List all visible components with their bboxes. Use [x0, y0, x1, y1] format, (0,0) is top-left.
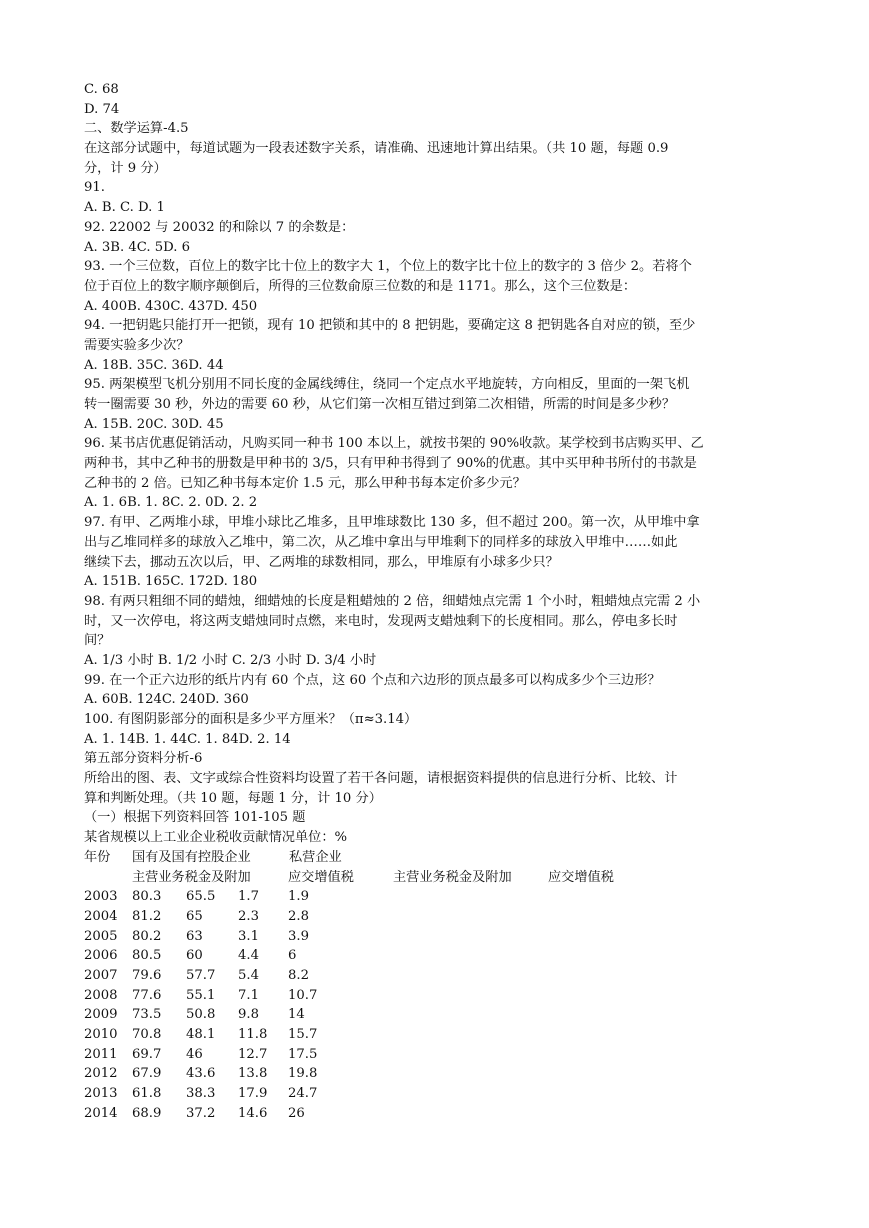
table-cell: 11.8 [238, 1027, 268, 1042]
text-line: 间？ [84, 633, 111, 649]
table-cell: 2004 [84, 908, 118, 924]
table-cell: 2013 [84, 1086, 118, 1102]
header-sub-2: 应交增值税 [288, 869, 354, 885]
header-state-owned: 国有及国有控股企业 [132, 849, 251, 865]
table-header-row-2 [84, 868, 794, 888]
table-cell: 2006 [84, 948, 118, 964]
text-line: 99. 在一个正六边形的纸片内有 60 个点，这 60 个点和六边形的顶点最多可以构成多少个三边形？ [84, 672, 661, 688]
table-cell: 79.6 [132, 967, 162, 983]
text-line: 92. 22002 与 20032 的和除以 7 的余数是： [84, 219, 355, 235]
text-line: 在这部分试题中，每道试题为一段表述数字关系，请准确、迅速地计算出结果。（共 10 题，每题 0.9 [84, 141, 669, 157]
table-cell: 80.5 [132, 948, 162, 964]
table-cell: 55.1 [186, 987, 216, 1003]
text-line: 时，又一次停电，将这两支蜡烛同时点燃，来电时，发现两支蜡烛剩下的长度相同。那么，停电多长时 [84, 613, 678, 629]
table-row [84, 1025, 794, 1045]
table-cell: 37.2 [186, 1105, 216, 1121]
table-cell: 81.2 [132, 908, 162, 924]
text-line: 乙种书的 2 倍。已知乙种书每本定价 1.5 元，那么甲种书每本定价多少元？ [84, 475, 526, 491]
table-cell: 17.5 [288, 1046, 318, 1062]
table-cell: 8.2 [288, 967, 309, 983]
table-cell: 68.9 [132, 1105, 162, 1121]
table-cell: 43.6 [186, 1066, 216, 1082]
text-line: 所给出的图、表、文字或综合性资料均设置了若干各问题，请根据资料提供的信息进行分析、比较、计 [84, 771, 678, 787]
table-cell: 2011 [84, 1046, 118, 1062]
table-cell: 5.4 [238, 967, 259, 983]
text-line: A. 151B. 165C. 172D. 180 [84, 574, 258, 590]
table-cell: 50.8 [186, 1007, 216, 1023]
text-line: A. 60B. 124C. 240D. 360 [84, 692, 249, 708]
text-line: 97. 有甲、乙两堆小球，甲堆小球比乙堆多，且甲堆球数比 130 多，但不超过 200。第一次，从甲堆中拿 [84, 515, 700, 531]
text-line: 95. 两架模型飞机分别用不同长度的金属线缚住，绕同一个定点水平地旋转，方向相反，里面的一架飞机 [84, 377, 690, 393]
table-cell: 6 [288, 948, 297, 964]
table-cell: 2012 [84, 1066, 118, 1082]
table-cell: 9.8 [238, 1007, 259, 1023]
table-cell: 1.7 [238, 889, 259, 905]
header-sub-3: 主营业务税金及附加 [393, 869, 512, 885]
text-line: A. 3B. 4C. 5D. 6 [84, 239, 191, 255]
text-line: 某省规模以上工业企业税收贡献情况单位：% [84, 830, 348, 846]
text-line: 100. 有图阴影部分的面积是多少平方厘米？（π≈3.14） [84, 712, 418, 727]
table-cell: 24.7 [288, 1086, 318, 1102]
table-row [84, 887, 794, 907]
table-cell: 14 [288, 1007, 305, 1023]
table-row [84, 907, 794, 927]
text-line: 94. 一把钥匙只能打开一把锁，现有 10 把锁和其中的 8 把钥匙，要确定这 8 把钥匙各自对应的锁，至少 [84, 318, 696, 334]
text-line: A. 1. 14B. 1. 44C. 1. 84D. 2. 14 [84, 731, 291, 747]
table-row [84, 1045, 794, 1065]
table-cell: 2.3 [238, 908, 259, 924]
table-cell: 46 [186, 1046, 203, 1062]
text-line: 两种书，其中乙种书的册数是甲种书的 3/5，只有甲种书得到了 90%的优惠。其中买甲种书所付的书款是 [84, 456, 697, 472]
table-cell: 3.9 [288, 928, 309, 944]
table-row [84, 1064, 794, 1084]
table-cell: 70.8 [132, 1027, 162, 1042]
document-page [84, 80, 794, 1123]
question-text-block [84, 80, 794, 848]
text-line: A. 15B. 20C. 30D. 45 [84, 416, 224, 432]
text-line: （一）根据下列资料回答 101-105 题 [84, 810, 306, 826]
table-cell: 63 [186, 928, 203, 944]
text-line: A. 1. 6B. 1. 8C. 2. 0D. 2. 2 [84, 495, 258, 511]
table-cell: 60 [186, 948, 203, 964]
table-cell: 15.7 [288, 1027, 318, 1042]
table-row [84, 986, 794, 1006]
table-cell: 1.9 [288, 889, 309, 905]
table-cell: 2009 [84, 1007, 118, 1023]
text-line: 91. [84, 180, 105, 196]
table-cell: 2007 [84, 967, 118, 983]
table-cell: 2010 [84, 1027, 118, 1042]
table-cell: 13.8 [238, 1066, 268, 1082]
text-line: 93. 一个三位数，百位上的数字比十位上的数字大 1，个位上的数字比十位上的数字的 3 倍少 2。若将个 [84, 259, 692, 275]
table-cell: 38.3 [186, 1086, 216, 1102]
table-cell: 65.5 [186, 889, 216, 905]
table-cell: 67.9 [132, 1066, 162, 1082]
table-cell: 14.6 [238, 1105, 268, 1121]
table-cell: 26 [288, 1105, 305, 1121]
table-cell: 12.7 [238, 1046, 268, 1062]
text-line: 需要实验多少次？ [84, 337, 190, 353]
text-line: 算和判断处理。（共 10 题，每题 1 分，计 10 分） [84, 790, 382, 806]
table-cell: 19.8 [288, 1066, 318, 1082]
table-cell: 10.7 [288, 987, 318, 1003]
text-line: 第五部分资料分析-6 [84, 751, 203, 767]
table-row [84, 927, 794, 947]
table-body [84, 887, 794, 1123]
table-cell: 4.4 [238, 948, 259, 964]
text-line: 转一圈需要 30 秒，外边的需要 60 秒，从它们第一次相互错过到第二次相错，所需的时间是多少秒？ [84, 397, 676, 412]
text-line: 二、数学运算-4.5 [84, 121, 189, 137]
header-sub-4: 应交增值税 [548, 869, 614, 885]
table-header-row-1 [84, 848, 794, 868]
text-line: 98. 有两只粗细不同的蜡烛，细蜡烛的长度是粗蜡烛的 2 倍，细蜡烛点完需 1 个小时，粗蜡烛点完需 2 小 [84, 593, 701, 609]
table-cell: 2014 [84, 1105, 118, 1121]
table-cell: 2005 [84, 928, 118, 944]
table-cell: 73.5 [132, 1007, 162, 1023]
table-cell: 57.7 [186, 967, 216, 983]
text-line: 96. 某书店优惠促销活动，凡购买同一种书 100 本以上，就按书架的 90%收款。某学校到书店购买甲、乙 [84, 436, 704, 452]
table-cell: 65 [186, 908, 203, 924]
table-cell: 80.2 [132, 928, 162, 944]
table-row [84, 1005, 794, 1025]
table-cell: 7.1 [238, 987, 259, 1003]
table-cell: 2.8 [288, 908, 309, 924]
header-year: 年份 [84, 849, 111, 865]
table-cell: 69.7 [132, 1046, 162, 1062]
text-line: D. 74 [84, 101, 120, 117]
text-line: A. 18B. 35C. 36D. 44 [84, 357, 224, 373]
text-line: 出与乙堆同样多的球放入乙堆中，第二次，从乙堆中拿出与甲堆剩下的同样多的球放入甲堆中……如此 [84, 534, 678, 550]
table-cell: 2008 [84, 987, 118, 1003]
table-row [84, 1084, 794, 1104]
text-line: C. 68 [84, 82, 119, 97]
table-row [84, 1104, 794, 1124]
text-line: 位于百位上的数字顺序颠倒后，所得的三位数俞原三位数的和是 1171。那么，这个三位数是： [84, 278, 637, 294]
text-line: A. B. C. D. 1 [84, 200, 165, 216]
table-cell: 2003 [84, 889, 118, 905]
table-cell: 61.8 [132, 1086, 162, 1102]
table-cell: 3.1 [238, 928, 259, 944]
text-line: 继续下去，挪动五次以后，甲、乙两堆的球数相同，那么，甲堆原有小球多少只？ [84, 554, 559, 570]
header-private: 私营企业 [289, 849, 342, 865]
table-cell: 17.9 [238, 1086, 268, 1102]
table-row [84, 946, 794, 966]
header-sub-1: 主营业务税金及附加 [132, 869, 251, 885]
text-line: 分，计 9 分） [84, 160, 167, 176]
table-cell: 80.3 [132, 889, 162, 905]
table-cell: 77.6 [132, 987, 162, 1003]
text-line: A. 400B. 430C. 437D. 450 [84, 298, 258, 314]
text-line: A. 1/3 小时 B. 1/2 小时 C. 2/3 小时 D. 3/4 小时 [84, 652, 377, 668]
table-row [84, 966, 794, 986]
table-cell: 48.1 [186, 1027, 216, 1042]
